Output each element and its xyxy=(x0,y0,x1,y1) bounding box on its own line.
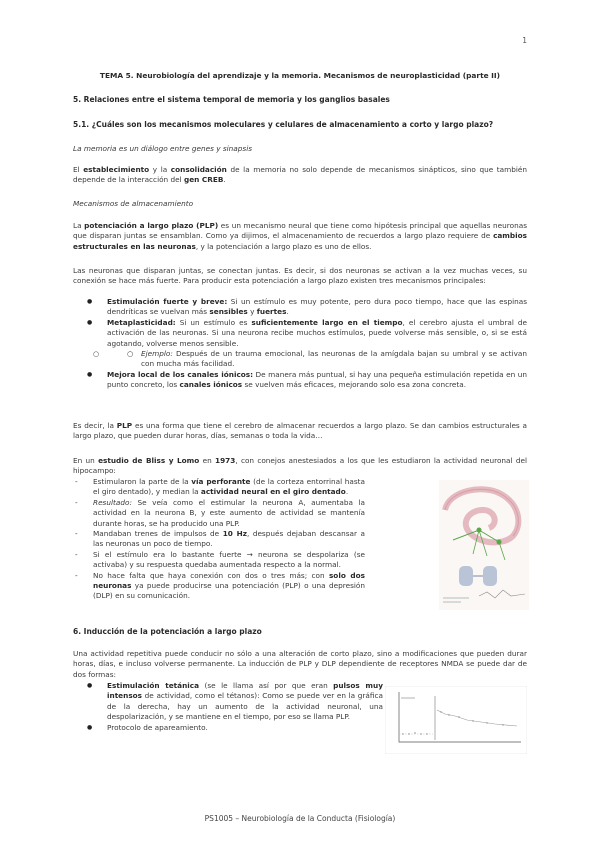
paragraph-neuronas: Las neuronas que disparan juntas, se conectan juntas. Es decir, si dos neuronas se activan a la vez muchas veces, su conexión se hace más fuerte. Para producir esta potenciación a largo plazo existen tres mecanismos principales: xyxy=(73,266,527,286)
document-title: TEMA 5. Neurobiología del aprendizaje y la memoria. Mecanismos de neuroplasticidad (parte II) xyxy=(99,71,501,80)
induction-list xyxy=(73,681,383,733)
dash-item-resultado: - Resultado: Se veía como el estimular la neurona A, aumentaba la actividad en la neurona B, y este aumento de actividad se mantenía durante horas, se ha producido una PLP. xyxy=(73,498,365,529)
section-6-heading: 6. Inducción de la potenciación a largo plazo xyxy=(73,627,262,636)
dash-item-trenes: - Mandaban trenes de impulsos de 10 Hz, después dejaban descansar a las neuronas un poco de tiempo. xyxy=(73,529,365,550)
section-5-1-heading: 5.1. ¿Cuáles son los mecanismos moleculares y celulares de almacenamiento a corto y largo plazo? xyxy=(73,120,494,129)
list-item-apareamiento: ● Protocolo de apareamiento. xyxy=(73,723,383,733)
page-number: 1 xyxy=(522,36,527,45)
mechanisms-list xyxy=(73,297,527,391)
paragraph-plp: La potenciación a largo plazo (PLP) es un mecanismo neural que tiene como hipótesis principal que aquellas neuronas que disparan juntas se ensamblan. Como ya dijimos, el almacenamiento de recuerdos a largo plazo requiere de cambios estructurales en las neuronas, y la potenciación a largo plazo es uno de ellos. xyxy=(73,221,527,251)
list-item-metaplasticidad: ● Metaplasticidad: Si un estímulo es suficientemente largo en el tiempo, el cerebro ajusta el umbral de activación de las neuronas. Si una neurona recibe muchos estímulos, puede volverse más sensible, o, si se está agotando, volverse menos sensible. ○ ○ Ejemplo: Después de un trauma emocional, las neuronas de la amígdala bajan su umbral y se activan con mucha más facilidad. xyxy=(73,318,527,370)
page-footer: PS1005 – Neurobiología de la Conducta (Fisiología) xyxy=(204,813,396,823)
section-5-heading: 5. Relaciones entre el sistema temporal de memoria y los ganglios basales xyxy=(73,95,390,104)
hippocampus-figure xyxy=(439,480,529,610)
italic-subtitle-genes: La memoria es un diálogo entre genes y sinapsis xyxy=(73,144,253,153)
study-details-list xyxy=(73,477,365,602)
list-item-canales: ● Mejora local de los canales iónicos: De manera más puntual, si hay una pequeña estimulación repetida en un punto concreto, los canales iónicos se vuelven más eficaces, mejorando solo esa zona concreta. xyxy=(73,370,527,391)
list-item-tetanica: ● Estimulación tetánica (se le llama así por que eran pulsos muy intensos de actividad, como el tétanos): Como se puede ver en la gráfica de la derecha, hay un aumento de la actividad neuronal, una despolarización, y se mantiene en el tiempo, por eso se llama PLP. xyxy=(73,681,383,723)
paragraph-induccion: Una actividad repetitiva puede conducir no sólo a una alteración de corto plazo, sino a modificaciones que pueden durar horas, días, e incluso volverse permanente. La inducción de PLP y DLP dependiente de receptores NMDA se puede dar de dos formas: xyxy=(73,649,527,679)
list-subitem-ejemplo: ○ ○ Ejemplo: Después de un trauma emocional, las neuronas de la amígdala bajan su umbral y se activan con mucha más facilidad. xyxy=(73,349,527,370)
dash-item-estimulo-fuerte: - Si el estímulo era lo bastante fuerte → neurona se despolariza (se activaba) y su respuesta quedaba aumentada respecto a la normal. xyxy=(73,550,365,571)
dash-item-estimularon: - Estimularon la parte de la vía perforante (de la corteza entorrinal hasta el giro dentado), y median la actividad neural en el giro dentado. xyxy=(73,477,365,498)
plp-graph-figure xyxy=(385,686,527,754)
dash-item-dos-neuronas: - No hace falta que haya conexión con dos o tres más; con solo dos neuronas ya puede producirse una potenciación (PLP) o una depresión (DLP) en su comunicación. xyxy=(73,571,365,602)
italic-subtitle-mecanismos: Mecanismos de almacenamiento xyxy=(73,199,194,208)
list-item-estimulacion: ● Estimulación fuerte y breve: Si un estímulo es muy potente, pero dura poco tiempo, hace que las espinas dendríticas se vuelvan más sensibles y fuertes. xyxy=(73,297,527,318)
paragraph-plp-summary: Es decir, la PLP es una forma que tiene el cerebro de almacenar recuerdos a largo plazo. Se dan cambios estructurales a largo plazo, que pueden durar horas, días, semanas o toda la vida… xyxy=(73,421,527,441)
paragraph-bliss-lomo: En un estudio de Bliss y Lomo en 1973, con conejos anestesiados a los que les estudiaron la actividad neuronal del hipocampo: xyxy=(73,456,527,476)
paragraph-creb: El establecimiento y la consolidación de la memoria no solo depende de mecanismos sinápticos, sino que también depende de la interacción del gen CREB. xyxy=(73,165,528,185)
